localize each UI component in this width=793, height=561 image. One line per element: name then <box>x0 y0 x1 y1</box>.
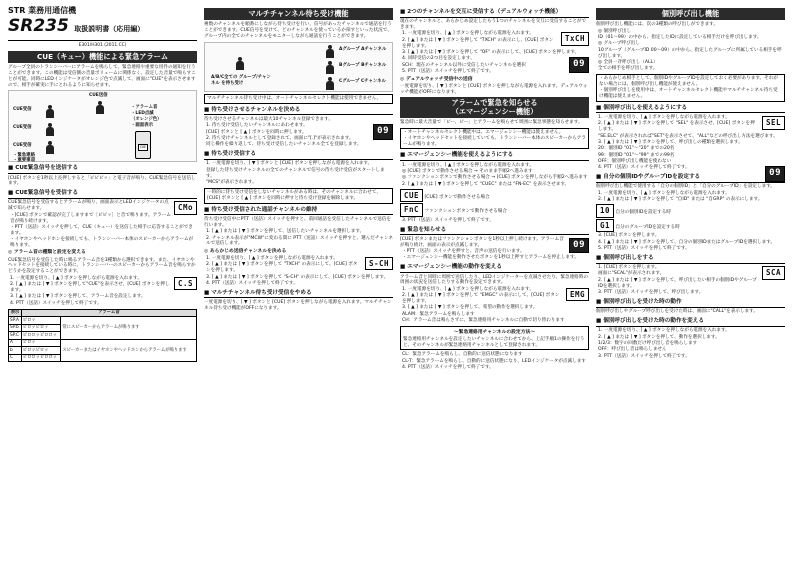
cue-diagram <box>8 90 197 162</box>
table-cell: ピロッピロッ <box>21 347 61 355</box>
radio-screen: CUE <box>139 145 147 150</box>
diagram-label: A/B/C全ての グループ/チャンネル を待ち受け <box>211 74 271 86</box>
step: 4. PTT（送話）スイッチを押して終了です。 <box>598 165 690 171</box>
cue-send-text: [CUE] ボタンを1秒以上長押しすると「ピピピッ」と電子音が鳴り、CUE緊急信号を送信します。 <box>8 175 196 187</box>
step: 1. 一度電源を切り、[ ▲ ] ボタンを押しながら電源を入れます。 <box>402 162 534 168</box>
step: 1. 待ち受け受信したいチャンネルにあわせます。 <box>206 123 308 129</box>
table-cell: スピーカーまたはイヤホンやヘッドホンからアラームが鳴ります <box>61 339 197 362</box>
step: 3. PTT（送話）スイッチを押して、呼び出します。 <box>598 290 704 296</box>
section-title: ■ 待ち受け受信された通話チャンネルの維持 <box>204 207 393 216</box>
call-type: ◎ 全員一斉呼び出し（ALL） <box>598 60 658 66</box>
diagram-label: Bグループ Bチャンネル <box>339 62 387 68</box>
model-name: SR235 <box>8 16 69 37</box>
step: [CUE] ボタンと [ ▲ ] ボタンを同時に押します。 <box>206 129 307 135</box>
receiver-person-icon <box>45 105 55 119</box>
lcd-caption: 自分のグループIDを設定する時 <box>615 224 680 230</box>
column-dual-emergency <box>400 6 589 555</box>
lcd-display: C.S <box>174 277 197 291</box>
section-title: ■ 緊急を知らせる <box>400 227 589 236</box>
lcd-display: SEL <box>762 116 785 130</box>
step: 2. [ ▲ ] または [ ▼ ] ボタンを押して "TXCH" の表示にし、[CUE] ボタンを押します。 <box>402 37 554 49</box>
step: 1. 一度電源を切り、[ ▲ ] ボタンを押しながら電源を入れます。 <box>598 328 730 334</box>
multichannel-diagram <box>204 42 393 92</box>
step: 2. [ ▲ ] または [ ▼ ] ボタンを押して "EMGC" の表示にして、[CUE] ボタンを押します。 <box>402 293 560 304</box>
table-cell: ピロロッピロロッ <box>21 332 61 340</box>
emergency-channel-box <box>400 326 589 350</box>
diagram-receiver-2: CUE受信 <box>13 125 32 131</box>
table-cell: SP.C <box>9 332 22 340</box>
table-cell: ピロッ <box>21 339 61 347</box>
step: 1. [ ▲ ] または [ ▼ ] ボタンを押して、送信したいチャンネルを選択します。 <box>206 229 365 235</box>
column-multichannel <box>204 6 393 555</box>
step: 3. [ ▲ ] または [ ▼ ] ボタンを押して "OF" の表示にして、[CUE] ボタンを押します。 <box>402 50 580 56</box>
option: CH：アラーム音は鳴らさずに、緊急連絡用チャンネルに自動で切り替わります <box>402 318 565 324</box>
section-title: ■ 自分の個別IDやグループIDを設定する <box>596 174 785 183</box>
doc-title: 取扱説明書（応用編） <box>74 25 145 34</box>
call-type-desc: 全ての相手を呼び出します。 <box>598 66 658 72</box>
step: 1. 一度電源を切り、[ ▲ ] ボタンを押しながら電源を入れます。 <box>402 31 534 37</box>
box-text: 緊急連絡用チャンネルを設定したいチャンネルに合わせてから、上記手順1の操作を行うと、そのチャンネルが緊急連絡用チャンネルとして登録されます。 <box>403 336 585 348</box>
radio-icon <box>135 131 151 159</box>
option: CL-T：緊急アラームを鳴らし、自動的に送信状態になり、LEDインジケータが点滅します <box>402 358 586 364</box>
option: 1/2/3：数字の回数だけ呼び出し音を鳴らします <box>598 340 698 346</box>
diagram-label: Cグループ Cチャンネル <box>339 78 386 84</box>
diagram-bottom-label-2: ・重要事項 <box>13 158 35 164</box>
emergency-intro: 緊急時に最大音量で「ピー、ピー」とアラームを鳴らせて周囲に緊急事態を知らせます。 <box>400 119 583 125</box>
lcd-display: 09 <box>373 124 393 140</box>
diagram-feature-2: ・LED点滅 <box>131 111 154 117</box>
step: 4. PTT（送話）スイッチを押して終了です。 <box>206 280 298 286</box>
note: ・あらかじめ相手として、個別IDやグループIDを設定しておく必要があります。それがない場合には、個別呼び出し機能が使えません。 ・個別呼び出しを使用中は、オートチャンネルセレクト機能やマルチチャンネル待ち受け機能は使えません。 <box>596 74 785 102</box>
table-cell: C <box>9 354 22 362</box>
step: ◎ ファンクションボタンで動作させる場合 → [CUE] ボタンを押しながら手順2へ進みます <box>402 175 588 181</box>
step: 5. PTT（送話）スイッチを押して終了です。 <box>598 246 690 252</box>
step: 3. PTT（送話）スイッチを押して終了です。 <box>402 217 494 223</box>
step: SCH：現在のチャンネル以外に受信したいチャンネルを選択 <box>402 62 526 68</box>
diagram-feature-1: ・アラーム音 <box>131 105 158 111</box>
call-type: ◎ グループ呼び出し <box>598 41 640 47</box>
step: 4. 同時受信の2つ目を設定します。 <box>402 56 475 62</box>
section-title: ■ 個別呼び出しを受けた時の動作 <box>596 299 785 308</box>
table-row <box>9 339 197 347</box>
bullet: ・[CUE] ボタンで確認が完了しますまで［ピピッ］と音で鳴ります。アラーム音が鳴り続けます。 <box>10 212 171 224</box>
section-text: 待ち受け受信中にPTT（送話）スイッチを押すと、前回通話を受信したチャンネルで送信を行います。 <box>204 216 392 228</box>
section-title: ■ 待ち受け受信する <box>204 151 393 160</box>
step: 5. PTT（送話）スイッチを押して終了です。 <box>402 69 494 75</box>
section-title: ■ 個別呼び出しをする <box>596 255 785 264</box>
section-text: 個別呼び出し機能で使用する「自分の個別ID」と「自分のグループID」を設定します。 <box>596 184 776 190</box>
table-cell: SP.A <box>9 317 22 325</box>
option: ALAM：緊急アラームを鳴らします <box>402 311 475 317</box>
section-title: ■ エマージェンシー機能の動作を変える <box>400 264 589 273</box>
subsection-title: ◎ デュアルウォッチ受信中の送信 <box>400 76 473 82</box>
receiver-person-icon <box>45 141 55 155</box>
lcd-display: CUE <box>400 189 423 203</box>
column-selective-call <box>596 6 785 555</box>
step: 1. [CUE] ボタンを押します。 <box>598 265 660 271</box>
section-banner-cue: CUE（キュー）機能による緊急アラーム <box>8 51 197 63</box>
alarm-table <box>8 309 197 363</box>
lcd-caption: [CUE] ボタンで動作させる場合 <box>424 194 490 200</box>
section-title: ■ 2つのチャンネルを交互に受信する（デュアルウォッチ機能） <box>400 9 589 18</box>
table-cell: ピロッピロッ <box>21 324 61 332</box>
diagram-label: Aグループ Aチャンネル <box>339 46 387 52</box>
bullet: ・PTT（送話）スイッチを押して、CUE（キュー）を送信した相手に応答することができます。 <box>10 224 193 236</box>
option: 99：個別ID "01"〜"99" までの99名 <box>598 152 675 158</box>
section-title: ■ エマージェンシー機能を使えるようにする <box>400 152 589 161</box>
subsection-title: ◎ あらかじめ送信チャンネルを決める <box>204 248 287 254</box>
diagram-receiver-1: CUE受信 <box>13 107 32 113</box>
diagram-bottom-label-1: ・緊急連絡 <box>13 153 35 159</box>
cue-intro: グループ全員のトランシーバーにアラームを鳴らして、緊急連絡や重要な用件の通知を行うことができます。この機能は受信側の音量ボリュームに関係なく、設定した音量で鳴らすことが可能。同時にLEDインジケータがオレンジ色で点滅して、画面に"CUE"を表示させますので、相手が確実に手にとれるように知らせます。 <box>8 64 196 88</box>
table-cell: 常にスピーカーからアラームが鳴ります <box>61 317 197 340</box>
step: 4. [ ▲ ] または [ ▼ ] ボタンを押して、自分の個別IDまたはグループIDを選択します。 <box>598 239 776 245</box>
step: 3. [CUE] ボタンを押します。 <box>598 233 660 239</box>
diagram-caller-label: CUE送信 <box>89 93 108 99</box>
step: "MCS"が表示されます。 <box>206 180 257 186</box>
section-banner-emergency: アラームで緊急を知らせる （エマージェンシー機能） <box>400 97 589 118</box>
step: 3. [ ▲ ] または [ ▼ ] ボタンを押して、呼び出しの種類を選択します。 <box>598 139 743 145</box>
table-cell: b <box>9 347 22 355</box>
section-text: 一度電源を切り、[ ▼ ] ボタンと [CUE] ボタンを押しながら電源を入れます。マルチチャンネル待ち受け機能がOFFになります。 <box>204 299 392 311</box>
section-banner-multichannel: マルチチャンネル待ち受け機能 <box>204 8 393 20</box>
lcd-display: 10 <box>596 204 614 218</box>
step: 1. 一度電源を切り、[ ▼ ] ボタンと [CUE] ボタンを押しながら電源を入れます。 <box>206 161 373 167</box>
doc-code: E301/H301 (2011.CC) <box>78 42 127 48</box>
step: 2. チャンネル表示が"MCW"に変わる間に PTT（送話）スイッチを押すと、選んだチャンネルで送信します。 <box>206 235 393 247</box>
step: 2. [ ▲ ] または [ ▼ ] ボタンを押して "SEL" を表示させ、[CUE] ボタンを押します。 <box>598 121 755 133</box>
table-header: 表示 <box>9 309 22 317</box>
table-cell: ピロッ <box>21 317 61 325</box>
person-icon <box>325 61 335 75</box>
lcd-display: TxCH <box>561 32 589 46</box>
manual-header <box>8 6 197 41</box>
lcd-display: EMG <box>566 288 589 302</box>
receiver-person-icon <box>45 123 55 137</box>
lcd-display: G1 <box>596 219 614 233</box>
person-icon <box>235 57 245 71</box>
section-text: [CUE] ボタンまたはファンクションボタンを1秒以上押し続けます。アラーム音が鳴り続け、画面の表示が点滅します。 <box>400 236 564 248</box>
section-banner-selective-call: 個別呼び出し機能 <box>596 8 785 20</box>
multichannel-intro: 複数のチャンネルを順番にしながら待ち受けを行い、信号があったチャンネルで通話を行うことができます。CUE信号を受けて、どのチャンネルを使っているか探すといった状況で、グループ内の全てのチャンネルをモニターしながら通話を行うことができます。 <box>204 22 392 40</box>
section-title: ■ 個別呼び出しを使えるようにする <box>596 105 785 114</box>
cue-send-title: ■ CUE緊急信号を送信する <box>8 165 197 174</box>
step: 1. 一度電源を切り、[ ▲ ] ボタンを押しながら電源を入れます。 <box>402 286 534 292</box>
bullet: ・PTT（送話）スイッチを押すと、音声の送信を行います。 <box>402 249 525 255</box>
section-title: ■ 個別呼び出しを受けた時の動作を変える <box>596 318 785 327</box>
step: 2. [ ▲ ] または [ ▼ ] ボタンを押して、呼び出したい相手の個別IDやグループIDを選択します。 <box>598 277 757 289</box>
call-type-desc: ID（01〜99）の中から、指定したIDに設定している相手だけを呼び出します。 <box>598 35 762 41</box>
step: 3. [ ▲ ] または [ ▼ ] ボタンを押して "S-CH" の表示にして、[CUE] ボタンを押します。 <box>206 274 389 280</box>
section-title: ■ 待ち受けさせるチャンネルを決める <box>204 107 393 116</box>
lcd-caption: 自分の個別IDを設定する時 <box>615 210 671 216</box>
section-text: アラーム音と同時に周囲で送信したり、LEDインジケーターを点滅させたり、緊急連絡時の周囲の状況を送信したりする動作を設定できます。 <box>400 274 588 286</box>
step: 2. [ ▲ ] または [ ▼ ] ボタンを押して"CUE"を表示させ、[CUE] ボタンを押します。 <box>10 282 170 293</box>
cue-receive-text: CUE緊急信号を受信するとアラームが鳴り、画面表示とLEDインジケータの点滅で知らせます。 <box>8 200 169 212</box>
lcd-display: 09 <box>569 238 589 254</box>
step: 1. 一度電源を切り、[ ▲ ] ボタンを押しながら電源を入れます。 <box>598 190 730 196</box>
lcd-display: CMo <box>174 201 197 215</box>
bullet: ・エマージェンシー機能を動作させたボタンを1秒以上押すとアラームを停止します。 <box>402 255 579 261</box>
section-text: 一度電源を切り、[ ▼ ] ボタンと [CUE] ボタンを押しながら電源を入れます。デュアルウォッチ機能がOFFになります。 <box>400 83 588 95</box>
step: 1. 一度電源を切り、[ ▲ ] ボタンを押しながら電源を入れます。 <box>598 114 730 120</box>
option: CL：緊急アラームを鳴らし、自動的に送信状態になります <box>402 352 523 358</box>
caller-person-icon <box>95 101 105 115</box>
note: マルチチャンネル待ち受け中は、オートチャンネルセレクト機能は使用できません。 <box>204 94 393 104</box>
selcall-intro: 個別呼び出し機能には、次の3種類の呼び出しができます。 <box>596 22 718 28</box>
step: 同じ操作を繰り返して、待ち受け受信したいチャンネル全てを登録します。 <box>206 142 362 148</box>
step: 2. [ ▲ ] または [ ▼ ] ボタンを押して "CUEC" または "FN-EC" を表示させます。 <box>402 181 570 187</box>
alarm-setting-text: CUE緊急信号を受信した時に鳴るアラーム音を3種類から選択できます。また、イヤホンやヘッドセットを接続している時に、トランシーバーのスピーカーからアラーム音を鳴らすかどうかを設定することができます。 <box>8 257 196 275</box>
table-cell: SP.b <box>9 324 22 332</box>
note: ・オートチャンネルセレクト機能中は、エマージェンシー機能は使えません。 ・イヤホンやヘッドセットを接続していても、トランシーバー本体のスピーカーからアラームが鳴ります。 <box>400 128 589 150</box>
step: 1. 一度電源を切り、[ ▲ ] ボタンを押しながら電源を入れます。 <box>10 275 142 281</box>
bullet: ・イヤホンやヘッドホンを接続しても、トランシーバー本体のスピーカーからアラームが鳴ります。 <box>10 237 194 249</box>
step: 3. PTT（送話）スイッチを押して終了です。 <box>598 353 690 359</box>
alarm-setting-title: ◎ アラーム音の種類と設定を変える <box>8 250 86 256</box>
step: 3. [ ▲ ] または [ ▼ ] ボタンを押して、希望の動作を選択します。 <box>402 305 538 311</box>
lcd-display: 09 <box>569 57 589 73</box>
lcd-display: FnC <box>400 203 423 217</box>
brand-name: STR 業務用通信機 <box>8 6 77 15</box>
lcd-display: S-CH <box>365 257 393 271</box>
section-text: 現在のチャンネルと、あらかじめ設定したもう1つのチャンネルを交互に受信することができます。 <box>400 19 587 31</box>
step: 1. 一度電源を切り、[ ▲ ] ボタンを押しながら電源を入れます。 <box>206 255 338 261</box>
column-cue <box>8 6 197 555</box>
step: 2. [ ▲ ] または [ ▼ ] ボタンを押して "自ID" または "自GRP" の表示にします。 <box>598 197 763 203</box>
step: 2. [ ▲ ] または [ ▼ ] ボタンを押して "TXCH" の表示にして、[CUE] ボタンを押します。 <box>206 262 358 274</box>
person-icon <box>325 45 335 59</box>
step: "SE.ELC" が表示されれば"SET"を表示させて、"ALL"などの呼び出し方法を選びます。 <box>598 133 778 139</box>
diagram-feature-4: ・画面表示 <box>131 123 153 129</box>
step: ◎ [CUE] ボタンで動作させる場合 → そのまま手順2へ進みます <box>402 169 533 174</box>
section-text: 個別呼び出しやグループ呼び出しを受けた時は、画面に"CALL"を表示します。 <box>596 309 758 315</box>
option: OFF：個別呼び出し機能を使わない <box>598 159 672 165</box>
call-type-desc: 10グループ（グループID 00〜09）の中から、指定したグループに所属している相手を呼び出します。 <box>598 47 782 59</box>
step: 2. [ ▲ ] または [ ▼ ] ボタンを押して、動作を選択します。 <box>598 334 720 340</box>
step: 4. PTT（送話）スイッチを押して終了です。 <box>10 300 102 306</box>
person-icon <box>325 77 335 91</box>
lcd-caption: ファンクションボタンで動作させる場合 <box>424 209 507 215</box>
section-title: ■ マルチチャンネル待ち受け受信をやめる <box>204 290 393 299</box>
step: 4. PTT（送話）スイッチを押して終了です。 <box>402 365 494 371</box>
option: OFF：呼び出し音は鳴らしません <box>598 347 667 353</box>
step: 2. 待ち受けチャンネルとして登録されて、画面に"[.]"が表示されます。 <box>206 136 354 142</box>
lcd-display: SCA <box>762 266 785 280</box>
option: 20：個別ID "01"〜"20" までの20名 <box>598 146 675 152</box>
note: 一時的に待ち受け受信をしないチャンネルがある時は、そのチャンネルに合わせて、[CUE] ボタンと [ ▲ ] ボタンを同時に押すと待ち受け登録を解除します。 <box>204 188 393 204</box>
step: 3. [ ▲ ] または [ ▼ ] ボタンを押して、アラーム音を設定します。 <box>10 294 146 300</box>
lcd-display: 09 <box>765 166 785 182</box>
diagram-feature-3: （オレンジ色） <box>131 117 162 123</box>
section-text: 待ち受けさせるチャンネルは最大10チャンネル登録できます。 <box>204 116 333 122</box>
table-row <box>9 317 197 325</box>
call-type: ◎ 個別呼び出し <box>598 28 632 34</box>
diagram-receiver-3: CUE受信 <box>13 143 32 149</box>
table-header: アラーム音 <box>21 309 196 317</box>
table-cell: ピロロッピロロッ <box>21 354 61 362</box>
table-cell: A <box>9 339 22 347</box>
step: 画面に"SCAL"が表示されます。 <box>598 271 665 277</box>
step: 登録した待ち受けチャンネルの全てのチャンネルで信号の待ち受け受信がスタートします。 <box>206 167 385 179</box>
box-title: 〜緊急連絡用チャンネルの設定方法〜 <box>453 329 536 335</box>
cue-receive-title: ■ CUE緊急信号を受信する <box>8 190 197 199</box>
